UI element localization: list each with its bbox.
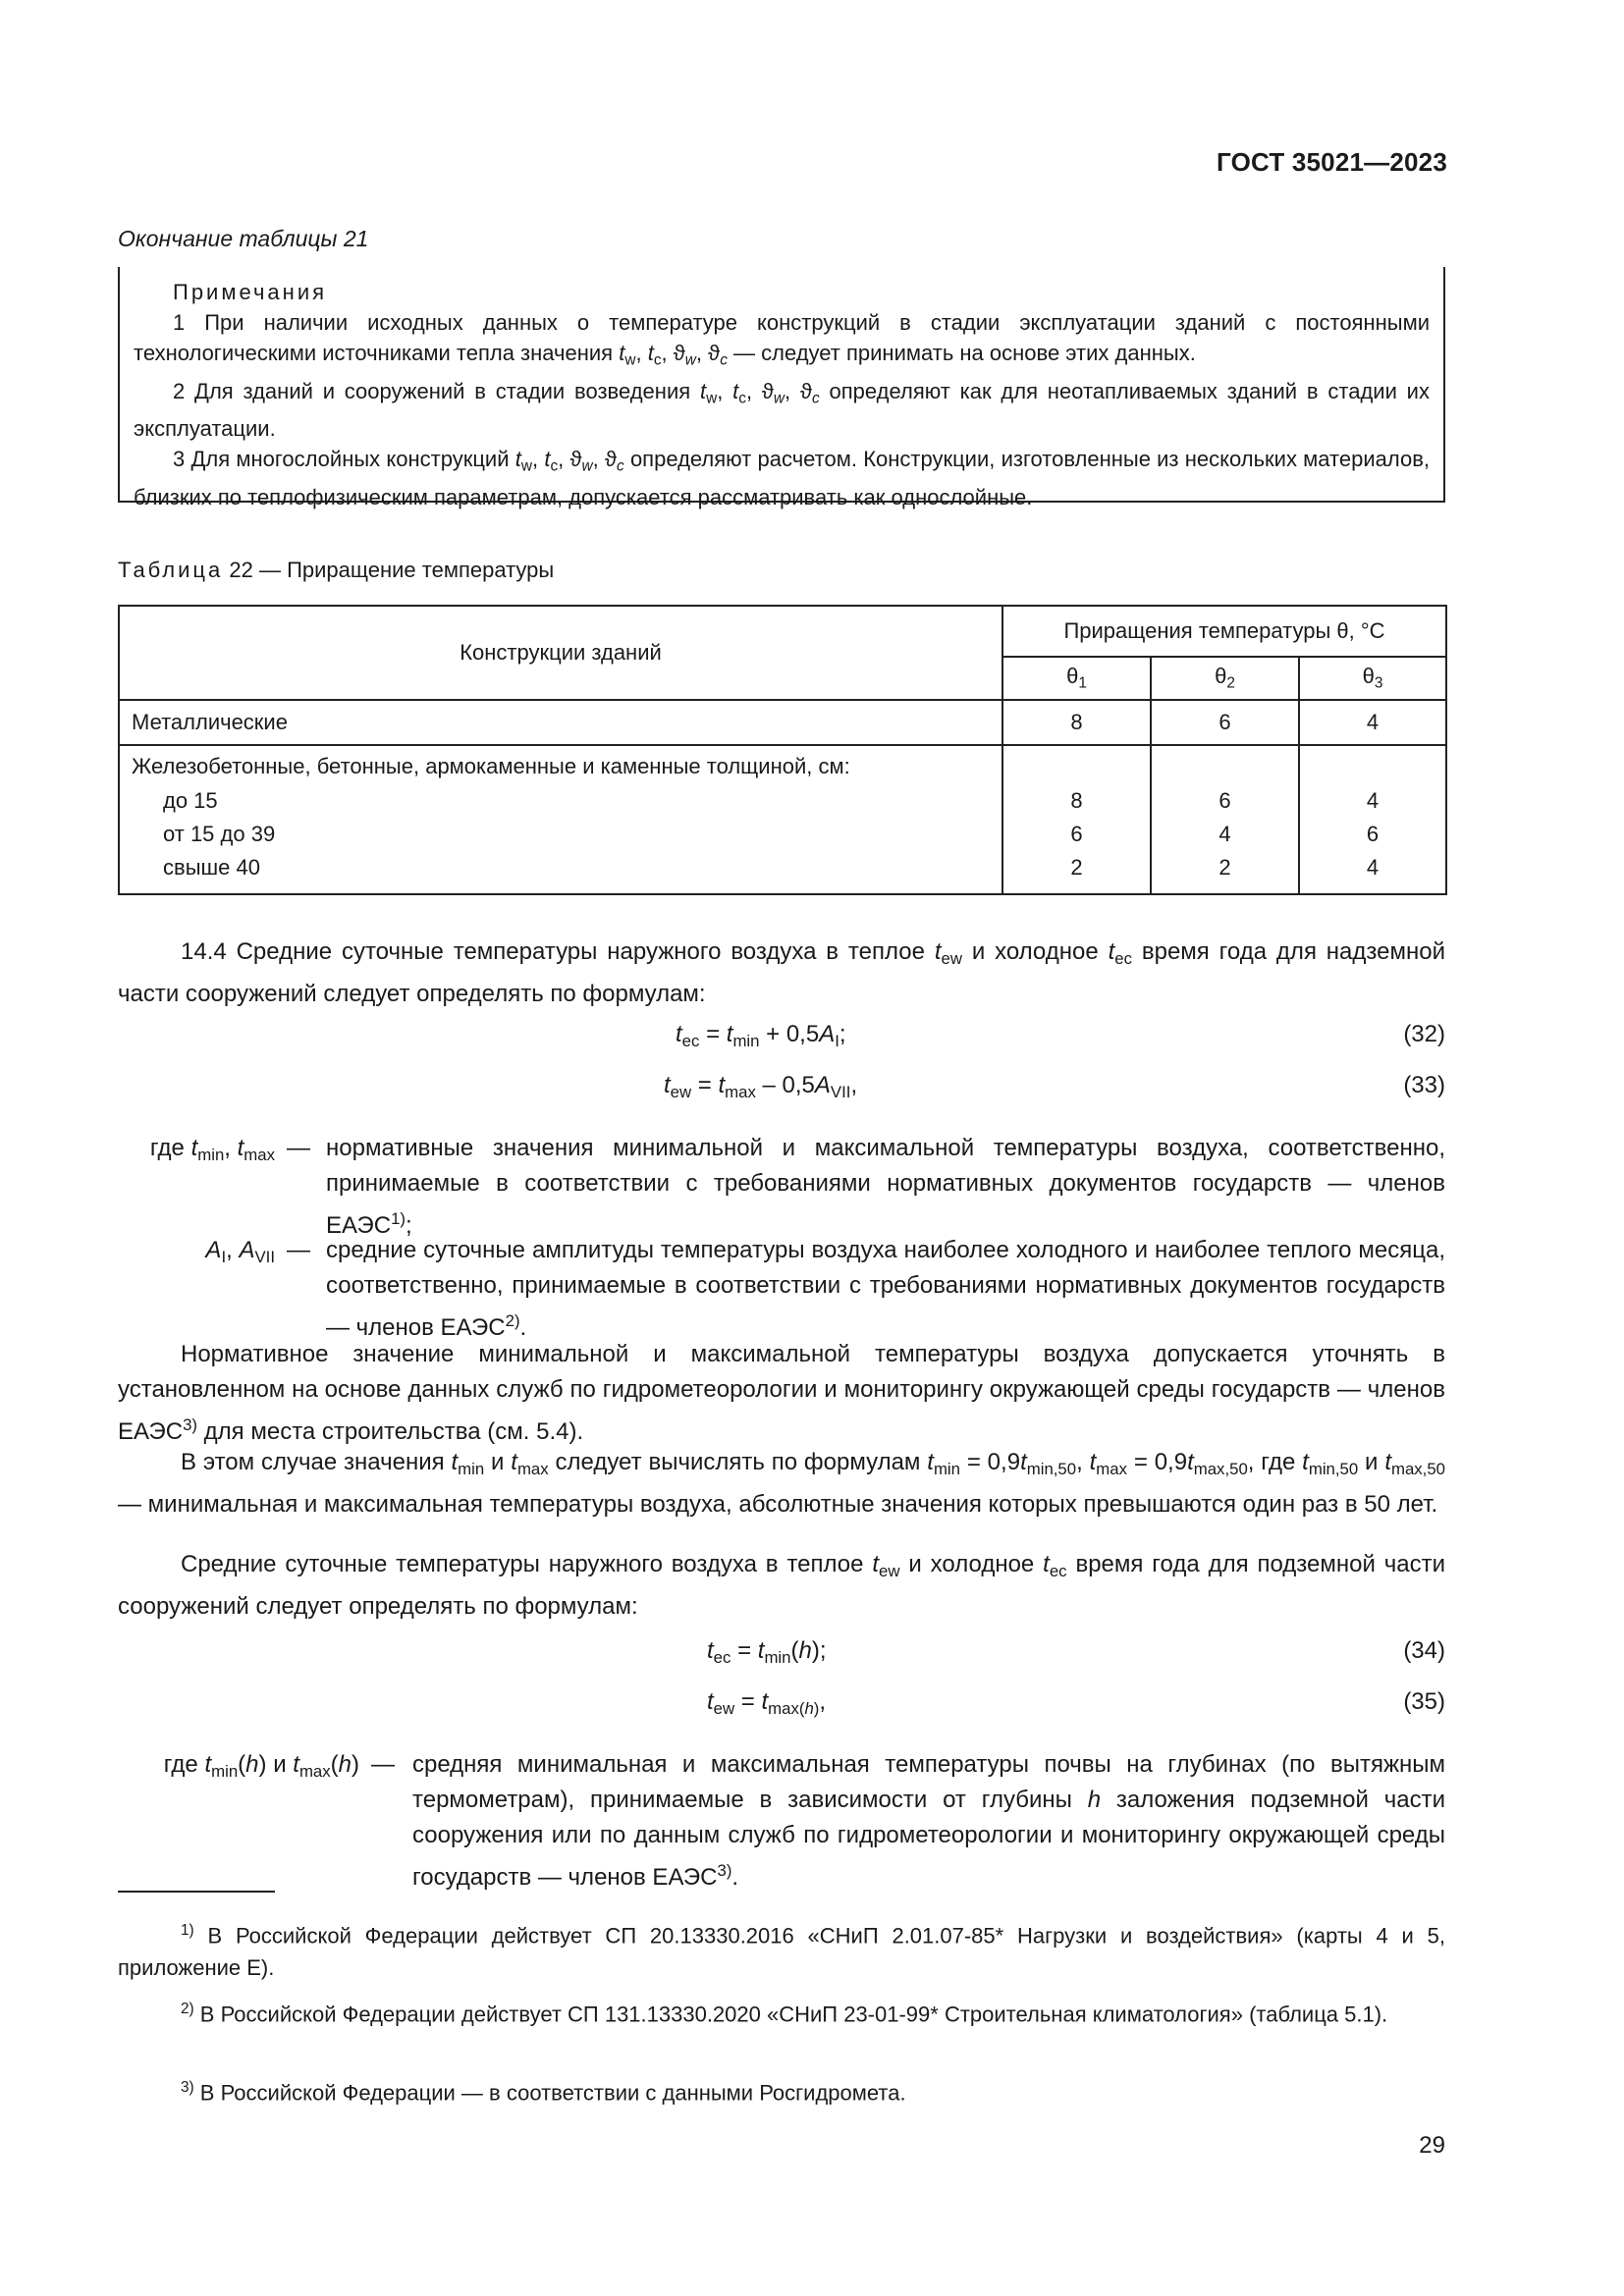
table-22 [118, 605, 1447, 895]
paragraph-50-years: В этом случае значения $t_{min}$ и $t_{max}$ следует вычислять по формулам $t_{min} = 0,9t_{min,50}$, $t_{max} = 0,9t_{max,50}$, где $t_{min,50}$ и $t_{max,50}$ — минимальная и максимальная температуры воздуха, абсолютные значения которых превышаются один раз в 50 лет. [118, 1449, 1446, 1519]
formula-33: $t_{ew} = t_{max} - 0,5A_{VII}$, [664, 1072, 858, 1102]
page-number: 29 [1419, 2132, 1445, 2159]
header-constructions: Конструкции зданий [119, 606, 1002, 700]
header-theta-1: $\theta_1$ [1002, 657, 1151, 700]
paragraph-14-4: 14.4 Средние суточные температуры наружного воздуха в теплое $t_{ew}$ и холодное $t_{ec}$ время года для надземной части сооружений следует определять по формулам: [118, 938, 1445, 1008]
table-22-caption: Таблица 22 — Приращение температуры [118, 558, 555, 582]
footnote-3: $^{3)}$ В Российской Федерации — в соответствии с данными Росгидромета. [181, 2079, 906, 2106]
formula-35: $t_{ew} = t_{max(h)}$, [707, 1688, 827, 1719]
footnote-1: $^{1)}$ В Российской Федерации действует СП 20.13330.2016 «СНиП 2.01.07-85* Нагрузки и воздействия» (карты 4 и 5, приложение Е). [118, 1922, 1445, 1981]
table-row-metal: Металлические 8 6 4 [119, 700, 1446, 745]
formula-33-number: (33) [1403, 1072, 1445, 1098]
footnote-separator [118, 1891, 275, 1893]
table-21-continuation-title: Окончание таблицы 21 [118, 226, 369, 251]
formula-34-number: (34) [1403, 1637, 1445, 1664]
table-21-notes [118, 267, 1445, 509]
note-1: 1 При наличии исходных данных о температуре конструкций в стадии эксплуатации зданий с постоянными технологическими источниками тепла значения $t_w$, $t_c$, $ϑ_w$, $ϑ_c$ — следует принимать на основе этих данных. [134, 310, 1430, 369]
note-3: 3 Для многослойных конструкций $t_w$, $t_c$, $ϑ_w$, $ϑ_c$ определяют расчетом. Конструкции, изготовленные из нескольких материалов, близких по теплофизическим параметрам, допускается рассматривать как однослойные. [134, 447, 1430, 509]
formula-35-number: (35) [1403, 1688, 1445, 1715]
header-increments: Приращения температуры θ, °С [1002, 606, 1446, 657]
header-theta-2: $\theta_2$ [1151, 657, 1299, 700]
note-2: 2 Для зданий и сооружений в стадии возведения $t_w$, $t_c$, $ϑ_w$, $ϑ_c$ определяют как для неотапливаемых зданий в стадии их эксплуатации. [134, 378, 1430, 442]
paragraph-underground: Средние суточные температуры наружного воздуха в теплое $t_{ew}$ и холодное $t_{ec}$ время года для подземной части сооружений следует определять по формулам: [118, 1551, 1446, 1621]
header-theta-3: $\theta_3$ [1299, 657, 1446, 700]
document-code: ГОСТ 35021—2023 [1217, 147, 1447, 177]
table-row-concrete: Железобетонные, бетонные, армокаменные и каменные толщиной, см: до 15 от 15 до 39 свыше 40 8 6 2 6 4 2 4 6 4 [119, 745, 1446, 894]
formula-34: $t_{ec} = t_{min}(h)$; [707, 1637, 827, 1668]
formula-32-number: (32) [1403, 1021, 1445, 1047]
formula-32: $t_{ec} = t_{min} + 0,5A_I$; [676, 1021, 846, 1051]
paragraph-normative-value: Нормативное значение минимальной и максимальной температуры воздуха допускается уточнять в установленном на основе данных служб по гидрометеорологии и мониторингу окружающей среды государств — членов ЕАЭС$^{3)}$ для места строительства (см. 5.4). [118, 1341, 1445, 1446]
footnote-2: $^{2)}$ В Российской Федерации действует СП 131.13330.2020 «СНиП 23-01-99* Строительная климатология» (таблица 5.1). [181, 2001, 1388, 2027]
notes-heading: Примечания [173, 280, 328, 304]
